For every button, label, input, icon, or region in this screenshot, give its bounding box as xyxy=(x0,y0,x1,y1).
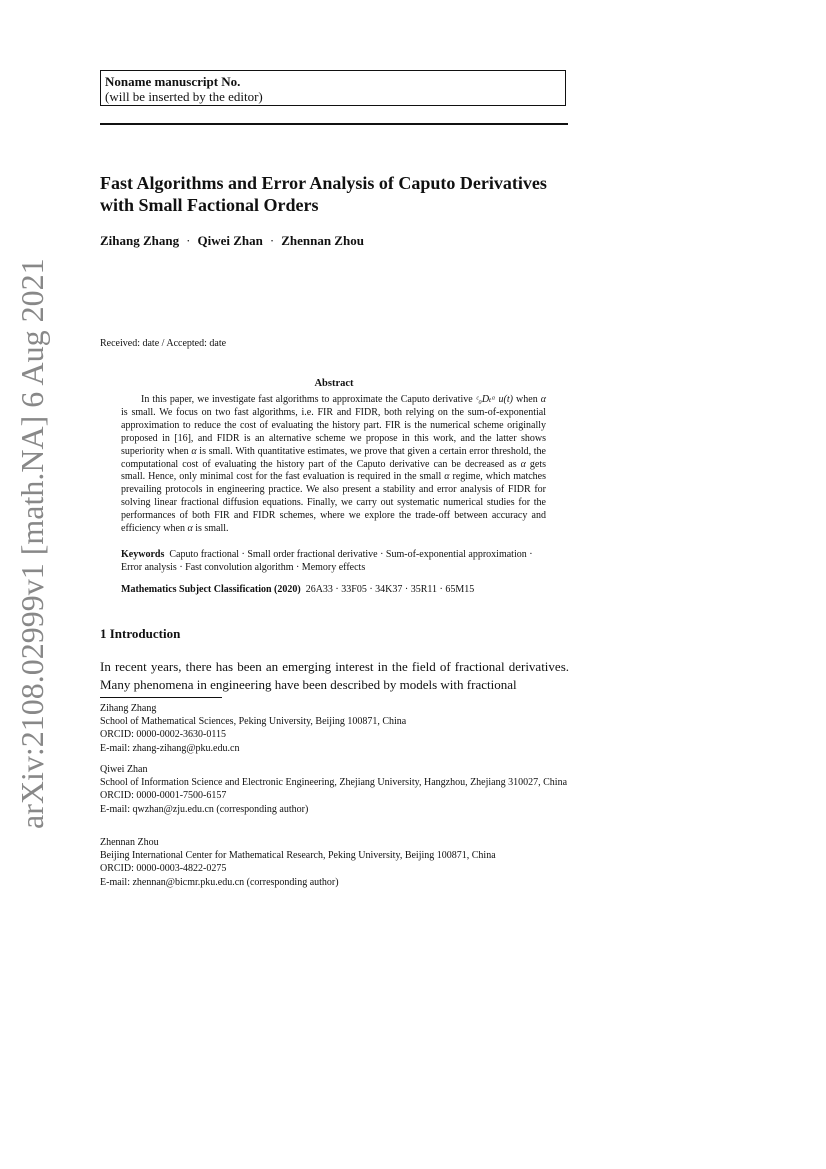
keywords xyxy=(121,549,546,575)
footnote-rule xyxy=(100,697,222,698)
footnote-affiliation: Beijing International Center for Mathematical Research, Peking University, Beijing 100871, China xyxy=(100,850,496,862)
abstract-text: when xyxy=(512,394,541,405)
keywords-label: Keywords xyxy=(121,549,165,560)
alpha-symbol: α xyxy=(191,445,197,457)
caputo-derivative-symbol: ᶜ₀Dₜᵅ u(t) xyxy=(475,394,513,405)
abstract-text: is small. xyxy=(192,523,229,535)
author-separator: · xyxy=(269,233,275,248)
alpha-symbol: α xyxy=(444,471,450,483)
footnote-name: Zhennan Zhou xyxy=(100,837,159,848)
footnote-affiliation: School of Mathematical Sciences, Peking University, Beijing 100871, China xyxy=(100,716,407,728)
abstract-text: is small. We focus on two fast algorithms, i.e. FIR and FIDR, both relying on the sum-of-exponential approximation to reduce the cost of evaluating the history part. FIR is the numerical scheme originally proposed in [16], and FIDR is an alternative scheme we propose in this work, and the latter shows superiority when xyxy=(121,406,546,457)
abstract-text: regime, which matches prevailing protocols in engineering practice. We also present a stability and error analysis of FIDR for solving linear fractional diffusion equations. Finally, we carry out systematic numerical studies for the performances of both FIR and FIDR schemes, where we explore the trade-off between accuracy and efficiency when xyxy=(121,471,547,535)
manuscript-number: Noname manuscript No. xyxy=(105,74,241,89)
msc-classification xyxy=(121,584,546,595)
received-date: Received: date / Accepted: date xyxy=(100,338,227,349)
author-list xyxy=(100,233,364,249)
footnote-orcid: ORCID: 0000-0002-3630-0115 xyxy=(100,729,227,741)
footnote-affiliation: School of Information Science and Electronic Engineering, Zhejiang University, Hangzhou, Zhejiang 310027, China xyxy=(100,777,568,789)
paper-title: Fast Algorithms and Error Analysis of Caputo Derivatives with Small Factional Orders xyxy=(100,173,547,215)
footnote-email: E-mail: zhang-zihang@pku.edu.cn xyxy=(100,742,240,754)
abstract-body xyxy=(121,394,546,536)
abstract-text: is small. With quantitative estimates, we prove that given a certain error threshold, the computational cost of evaluating the history part of the Caputo derivative can be decreased as xyxy=(121,445,546,470)
msc-label: Mathematics Subject Classification (2020) xyxy=(121,584,301,595)
footnote-email: E-mail: zhennan@bicmr.pku.edu.cn (corresponding author) xyxy=(100,876,339,888)
footnote-name: Zihang Zhang xyxy=(100,703,157,714)
footnote-name: Qiwei Zhan xyxy=(100,764,148,775)
author-footnote xyxy=(100,702,568,755)
footnote-orcid: ORCID: 0000-0003-4822-0275 xyxy=(100,863,227,875)
msc-codes: 26A33 · 33F05 · 34K37 · 35R11 · 65M15 xyxy=(305,584,475,595)
editor-header-box xyxy=(100,70,566,106)
keywords-text: Caputo fractional · Small order fractional derivative · Sum-of-exponential approximation · Error analysis · Fast convolution algorithm · Memory effects xyxy=(121,549,533,573)
alpha-symbol: α xyxy=(520,458,526,470)
abstract-text: gets small. Hence, only minimal cost for the fast evaluation is required in the small xyxy=(121,458,547,483)
arxiv-stamp: arXiv:2108.02999v1 [math.NA] 6 Aug 2021 xyxy=(14,258,50,829)
author-name: Zihang Zhang xyxy=(100,233,180,248)
footnote-email: E-mail: qwzhan@zju.edu.cn (corresponding author) xyxy=(100,803,309,815)
alpha-symbol: α xyxy=(187,523,193,535)
editor-note: (will be inserted by the editor) xyxy=(105,89,263,104)
section-heading-introduction: 1 Introduction xyxy=(100,626,181,641)
author-separator: · xyxy=(186,233,191,248)
author-footnote xyxy=(100,763,568,816)
author-name: Qiwei Zhan xyxy=(197,233,263,248)
abstract-heading: Abstract xyxy=(314,378,354,389)
author-footnote xyxy=(100,836,568,889)
footnote-orcid: ORCID: 0000-0001-7500-6157 xyxy=(100,790,227,802)
alpha-symbol: α xyxy=(540,394,546,405)
introduction-paragraph: In recent years, there has been an emerging interest in the field of fractional derivatives. Many phenomena in engineering have been described by models with fractional xyxy=(100,659,569,692)
author-name: Zhennan Zhou xyxy=(281,233,364,248)
abstract-text: In this paper, we investigate fast algorithms to approximate the Caputo derivative xyxy=(141,394,476,405)
header-rule xyxy=(100,123,568,125)
